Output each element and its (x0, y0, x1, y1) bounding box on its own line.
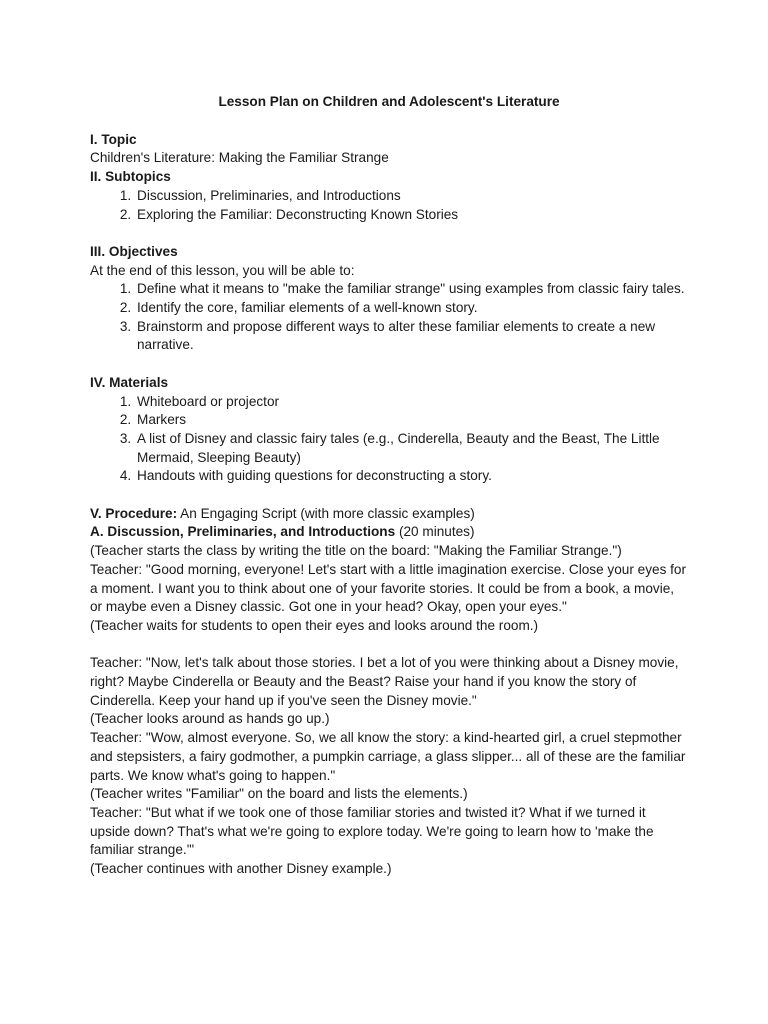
section-a-heading: A. Discussion, Preliminaries, and Introductions (90, 524, 396, 540)
procedure-section (90, 505, 688, 879)
topic-section (90, 131, 688, 168)
material-item: 1. Whiteboard or projector (135, 393, 688, 412)
procedure-heading-line (90, 505, 688, 524)
objectives-intro: At the end of this lesson, you will be able to: (90, 262, 355, 278)
script-line: (Teacher looks around as hands go up.) (90, 711, 330, 727)
material-item: 4. Handouts with guiding questions for deconstructing a story. (135, 467, 688, 486)
section-a-duration: (20 minutes) (395, 524, 475, 540)
objective-item: 1. Define what it means to "make the familiar strange" using examples from classic fairy tales. (135, 280, 688, 299)
spacer (90, 224, 688, 243)
procedure-heading: V. Procedure: (90, 505, 178, 521)
materials-list (90, 393, 688, 487)
script-line: (Teacher waits for students to open their eyes and looks around the room.) (90, 617, 539, 633)
script-line: (Teacher starts the class by writing the title on the board: "Making the Familiar Strange.") (90, 543, 622, 559)
material-item: 3. A list of Disney and classic fairy tales (e.g., Cinderella, Beauty and the Beast, The Little Mermaid, Sleeping Beauty) (135, 430, 688, 467)
topic-heading: I. Topic (90, 131, 137, 147)
materials-heading: IV. Materials (90, 374, 169, 390)
section-a-heading-line (90, 523, 688, 542)
objective-item: 2. Identify the core, familiar elements of a well-known story. (135, 299, 688, 318)
topic-text: Children's Literature: Making the Familiar Strange (90, 150, 389, 166)
script-line: Teacher: "Good morning, everyone! Let's start with a little imagination exercise. Close your eyes for a moment. I want you to think about one of your favorite stories. It could be from a book, a movie, or maybe even a Disney classic. Got one in your head? Okay, open your eyes." (90, 561, 687, 615)
spacer (90, 112, 688, 131)
subtopic-item: 2. Exploring the Familiar: Deconstructing Known Stories (135, 206, 688, 225)
procedure-subtitle: An Engaging Script (with more classic examples) (177, 505, 475, 521)
objectives-list (90, 280, 688, 355)
material-item: 2. Markers (135, 411, 688, 430)
spacer (90, 636, 688, 655)
spacer (90, 486, 688, 505)
materials-section (90, 374, 688, 486)
objectives-section (90, 243, 688, 355)
subtopics-section (90, 168, 688, 224)
document-title: Lesson Plan on Children and Adolescent's Literature (218, 94, 560, 109)
script-line: Teacher: "Wow, almost everyone. So, we all know the story: a kind-hearted girl, a cruel stepmother and stepsisters, a fairy godmother, a pumpkin carriage, a glass slipper... all of these are the familiar parts. We know what's going to happen." (90, 730, 686, 783)
script-line: Teacher: "Now, let's talk about those stories. I bet a lot of you were thinking about a Disney movie, right? Maybe Cinderella or Beauty and the Beast? Raise your hand if you know the story of Cinderella. Keep your hand up if you've seen the Disney movie." (90, 655, 679, 708)
spacer (90, 355, 688, 374)
objectives-heading: III. Objectives (90, 243, 178, 259)
subtopics-list (90, 187, 688, 224)
script-line: (Teacher writes "Familiar" on the board and lists the elements.) (90, 786, 468, 802)
subtopic-item: 1. Discussion, Preliminaries, and Introductions (135, 187, 688, 206)
script-line: Teacher: "But what if we took one of those familiar stories and twisted it? What if we turned it upside down? That's what we're going to explore today. We're going to learn how to 'make the familiar strange.'" (90, 804, 654, 858)
subtopics-heading: II. Subtopics (90, 169, 171, 185)
objective-item: 3. Brainstorm and propose different ways to alter these familiar elements to create a new narrative. (135, 318, 688, 355)
script-line: (Teacher continues with another Disney example.) (90, 861, 392, 877)
